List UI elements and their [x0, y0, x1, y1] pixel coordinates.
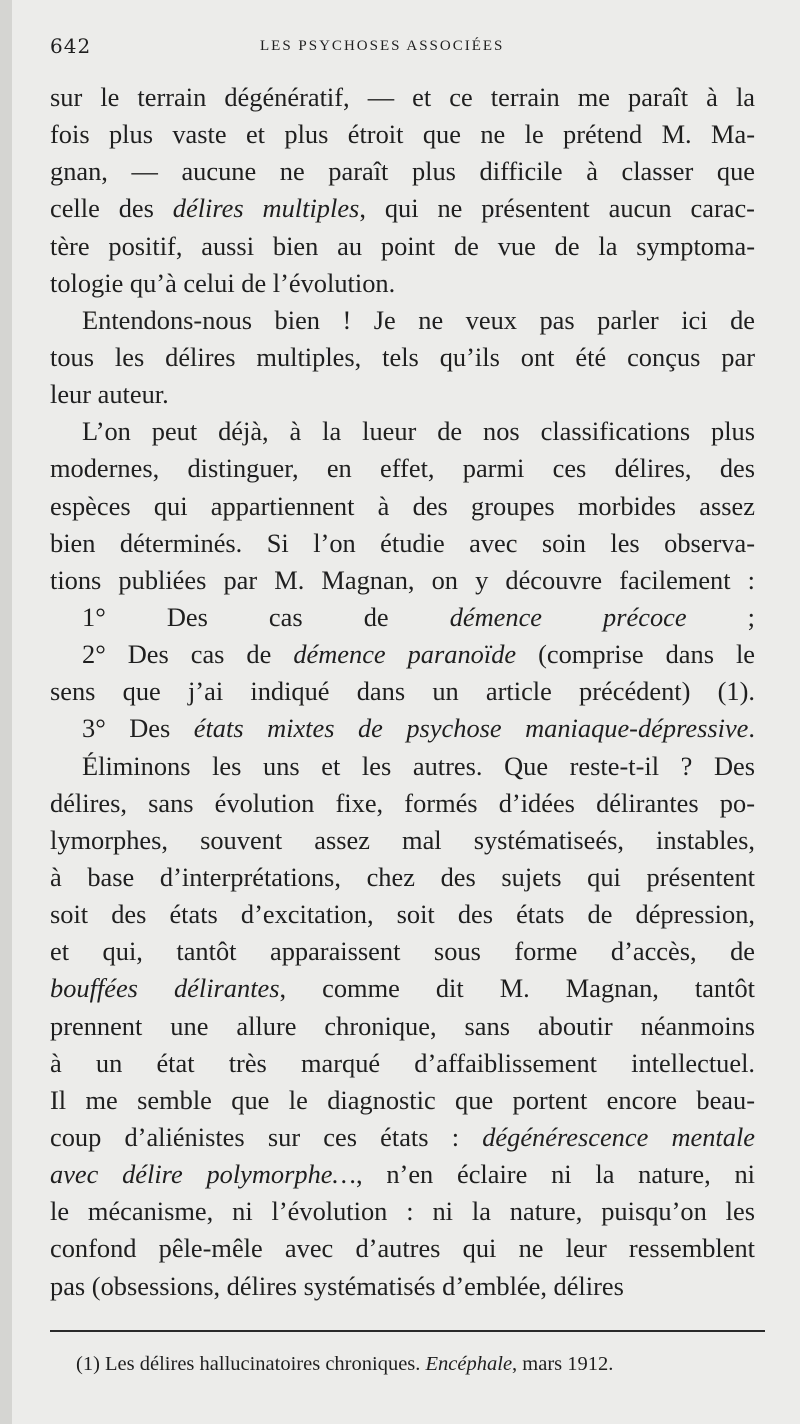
text-segment: à base d’interprétations, chez des sujets qui présentent: [50, 861, 755, 892]
text-line: [50, 525, 755, 562]
text-line: [50, 1119, 755, 1156]
text-line: [50, 190, 755, 227]
text-line: [50, 116, 755, 153]
text-segment: délires, sans évolution fixe, formés d’idées délirantes po-: [50, 787, 755, 818]
text-line: [50, 339, 755, 376]
text-line: [50, 153, 755, 190]
text-segment: pas (obsessions, délires systématisés d’emblée, délires: [50, 1270, 624, 1301]
text-line: [50, 1045, 755, 1082]
text-line: [50, 1230, 755, 1267]
footnote-italic-text: Encéphale: [425, 1353, 513, 1375]
text-line: [50, 636, 755, 673]
text-line: [50, 376, 755, 413]
text-line: [50, 488, 755, 525]
text-segment: soit des états d’excitation, soit des états de dépression,: [50, 899, 755, 930]
italic-text: démence paranoïde: [293, 639, 517, 670]
text-segment: Il me semble que le diagnostic que portent encore beau-: [50, 1084, 755, 1115]
italic-text: avec délire polymorphe…: [50, 1159, 356, 1190]
text-line: [50, 450, 755, 487]
text-line: [50, 302, 755, 339]
text-segment: , qui ne présentent aucun carac-: [359, 193, 755, 224]
footnote-rule: [50, 1330, 765, 1332]
text-segment: prennent une allure chronique, sans aboutir néanmoins: [50, 1010, 755, 1041]
text-segment: celle des: [50, 193, 173, 224]
footnote-text: (1) Les délires hallucinatoires chroniques.: [76, 1353, 426, 1375]
text-segment: (comprise dans le: [516, 639, 755, 670]
text-segment: sur le terrain dégénératif, — et ce terrain me paraît à la: [50, 82, 755, 112]
text-segment: espèces qui appartiennent à des groupes morbides assez: [50, 490, 755, 521]
running-title: LES PSYCHOSES ASSOCIÉES: [260, 38, 505, 54]
text-segment: tère positif, aussi bien au point de vue de la symptoma-: [50, 230, 755, 261]
footnote-text: , mars 1912.: [512, 1353, 614, 1375]
text-line: [50, 710, 755, 747]
text-segment: tologie qu’à celui de l’évolution.: [50, 267, 396, 298]
italic-text: dégénérescence mentale: [482, 1121, 756, 1152]
text-line: [50, 1156, 755, 1193]
text-segment: , comme dit M. Magnan, tantôt: [279, 973, 755, 1004]
text-line: [50, 1008, 755, 1045]
text-segment: gnan, — aucune ne paraît plus difficile à classer que: [50, 156, 755, 187]
text-line: [50, 748, 755, 785]
text-segment: , n’en éclaire ni la nature, ni: [355, 1159, 755, 1190]
text-line: [50, 413, 755, 450]
text-segment: tous les délires multiples, tels qu’ils ont été conçus par: [50, 341, 755, 372]
italic-text: bouffées délirantes: [50, 973, 280, 1004]
text-segment: tions publiées par M. Magnan, on y découvre facilement :: [50, 564, 755, 595]
text-line: [50, 79, 755, 116]
text-segment: Éliminons les uns et les autres. Que reste-t-il ? Des: [82, 750, 755, 781]
text-segment: 3° Des: [82, 713, 194, 744]
running-head: [50, 34, 754, 58]
text-segment: .: [748, 713, 755, 744]
body-text: [50, 79, 755, 1305]
text-segment: 2° Des cas de: [82, 639, 294, 670]
text-line: [50, 1082, 755, 1119]
text-segment: et qui, tantôt apparaissent sous forme d’accès, de: [50, 936, 755, 967]
text-line: [50, 265, 755, 302]
page-number: 642: [50, 34, 92, 58]
text-segment: sens que j’ai indiqué dans un article précédent) (1).: [50, 676, 755, 707]
text-segment: Entendons-nous bien ! Je ne veux pas parler ici de: [82, 304, 755, 335]
text-line: [50, 859, 755, 896]
text-segment: modernes, distinguer, en effet, parmi ces délires, des: [50, 453, 755, 484]
italic-text: délires multiples: [172, 193, 360, 224]
footnote: [50, 1350, 755, 1378]
italic-text: états mixtes de psychose maniaque-dépressive: [193, 713, 749, 744]
text-segment: 1° Des cas de: [82, 601, 450, 632]
italic-text: démence précoce: [449, 601, 687, 632]
text-line: [50, 1193, 755, 1230]
text-line: [50, 896, 755, 933]
text-line: [50, 970, 755, 1007]
text-line: [50, 785, 755, 822]
text-segment: confond pêle-mêle avec d’autres qui ne leur ressemblent: [50, 1233, 755, 1264]
text-line: [50, 673, 755, 710]
text-segment: bien déterminés. Si l’on étudie avec soin les observa-: [50, 527, 755, 558]
text-line: [50, 822, 755, 859]
text-line: [50, 933, 755, 970]
text-line: [50, 599, 755, 636]
text-segment: leur auteur.: [50, 379, 169, 410]
text-line: [50, 1268, 755, 1305]
text-segment: fois plus vaste et plus étroit que ne le prétend M. Ma-: [50, 119, 755, 150]
text-segment: lymorphes, souvent assez mal systématiseés, instables,: [50, 824, 755, 855]
text-segment: le mécanisme, ni l’évolution : ni la nature, puisqu’on les: [50, 1196, 755, 1227]
text-segment: à un état très marqué d’affaiblissement intellectuel.: [50, 1047, 755, 1078]
text-segment: coup d’aliénistes sur ces états :: [50, 1121, 483, 1152]
text-segment: L’on peut déjà, à la lueur de nos classifications plus: [82, 416, 755, 447]
text-segment: ;: [686, 601, 755, 632]
text-line: [50, 562, 755, 599]
text-line: [50, 228, 755, 265]
